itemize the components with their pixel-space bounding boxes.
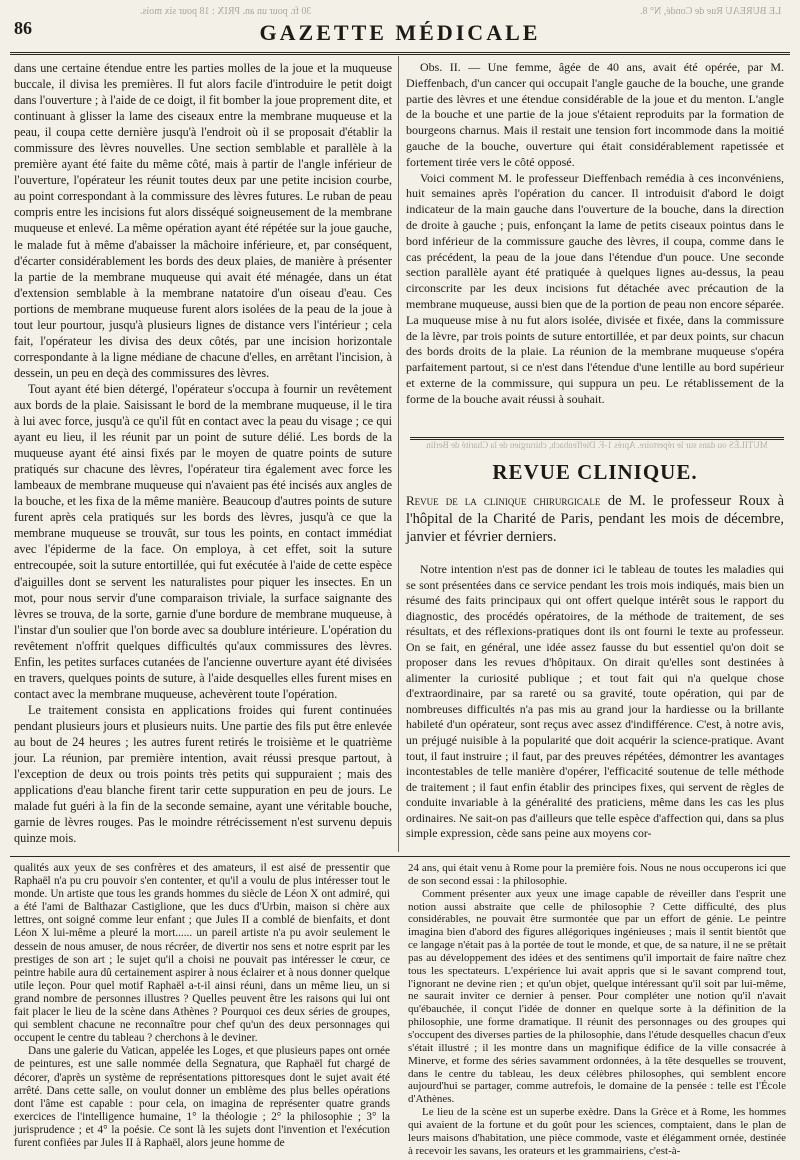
- section-subtitle-smallcaps: Revue de la clinique chirurgicale: [406, 493, 601, 508]
- right-column: [406, 60, 784, 410]
- journal-title: GAZETTE MÉDICALE: [259, 20, 541, 45]
- feuilleton-paragraph: qualités aux yeux de ses confrères et des amateurs, il est aisé de pressentir que Raphaël n'a pu cru pouvoir s'en contenter, et qu'il a voulu de plus intéresser tout le monde. Un artiste que tous les grands hommes du siècle de Léon X ont admiré, qui a été l'ami de Balthazar Castiglione, que les ducs d'Urbin, maison si chère aux lettres, ont soigné comme leur enfant ; que Jules II a comblé de bienfaits, et dont Léon X lui-même a pleuré la mort...... un pareil artiste n'a pu avoir seulement le dessein de nous amuser, de nous récréer, de divertir nos sens et notre esprit par les prestiges de son art ; le sujet qu'il a choisi ne pouvait pas intéresser le cœur, ce peintre habile aura dû certainement aspirer à nous éclairer et à nous donner quelque utile leçon. Pour quel motif Raphaël a-t-il ainsi réuni, dans un même lieu, un si grand nombre de personnes illustres ? Quelles peuvent être les raisons qui lui ont fait placer le lieu de la scène dans Athènes ? Pourquoi ces deux séries de groupes, qui semblent chacune ne reconnaître pour chef qu'un des deux personnages qui occupent le centre du tableau ? cherchons à le deviner.: [14, 862, 390, 1045]
- feuilleton-paragraph: Le lieu de la scène est un superbe exèdre. Dans la Grèce et à Rome, les hommes qui avaient de la fortune et du goût pour les sciences, comptaient, dans le plan de leurs maisons d'habitation, une pièce commode, vaste et élégamment ornée, destinée à recevoir les savans, les orateurs et les grammairiens, c'est-à-: [408, 1106, 786, 1157]
- feuilleton-paragraph: Comment présenter aux yeux une image capable de réveiller dans l'esprit une notion aussi abstraite que celle de philosophie ? Cette difficulté, des plus considérables, ne pouvait être surmontée que par un effort de génie. Le peintre imagina bien d'abord des figures allégoriques ingénieuses ; mais il sentit bientôt que ce langage n'était pas à la portée de tout le monde, et que, de sa nature, il ne se prêtait pas au développement des idées et des sentimens qu'il importait de faire naître chez tous les spectateurs. L'expérience lui avait appris que si le savant comprend tout, l'ignorant ne devine rien ; et qu'un objet, quelque intéressant qu'il soit par lui-même, ne saurait inviter ce dernier à penser. Pour compléter une notion qu'il n'avait qu'ébauchée, il conçut l'idée de donner en quelque sorte à la définition de la philosophie, une forme dramatique. Il réunit des personnages ou des groupes qui s'occupent des diverses parties de la philosophie, dans l'étude desquelles chacun d'eux s'était illustré ; il les montre dans un magnifique édifice de la ville consacrée à Minerve, et forme des séries savamment ordonnées, à la tête desquelles se trouvent, dans le centre du tableau, les deux célèbres philosophes, qui semblent encore aujourd'hui se partager, comme autrefois, le domaine de la pensée : telle est l'École d'Athènes.: [408, 887, 787, 1106]
- page-header: [0, 0, 800, 48]
- feuilleton-paragraph: Dans une galerie du Vatican, appelée les Loges, et que plusieurs papes ont ornée de peintures, est une salle nommée della Segnatura, que Raphaël fut chargé de décorer, d'après un système de représentations pittoresques dont le sujet avait été arrêté. Dans cette salle, on voulut donner un emblème des plus belles opérations dont l'âme est capable : pour cela, on imagina de représenter quatre grands exercices de l'intelligence humaine, 1° la théologie ; 2° la philosophie ; 3° la jurisprudence ; et 4° la poésie. Ce sont là les sujets dont l'invention et l'exécution furent confiées par Jules II à Raphaël, alors jeune homme de: [14, 1045, 390, 1149]
- page-number: 86: [14, 18, 32, 38]
- bleed-through-text-left: 30 fr. pour un an. PRIX : 18 pour six mois.: [140, 6, 312, 17]
- left-paragraph: Tout ayant été bien détergé, l'opérateur s'occupa à fournir un revêtement aux bords de la plaie. Saisissant le bord de la membrane muqueuse, il le tira à lui avec force, jusqu'à ce qu'il fût en contact avec la peau du visage ; ce qui ayant eu lieu, il les réunit par un point de suture délié. Les bords de la muqueuse ayant été ainsi fixés par le moyen de quatre points de suture pratiqués sur chacune des lèvres, l'opérateur tira également avec force les lambeaux de membrane muqueuse qui n'avaient pas été incisés aux angles de la bouche, et les fixa de la même manière. Beaucoup d'autres points de suture furent après cela pratiqués sur les bords des lèvres, jusqu'à ce que la membrane muqueuse se trouvât, sur tous les points, en contact immédiat avec l'épiderme de la face. On employa, à cet effet, soit la suture entrecoupée, soit la suture entortillée, qui fut exécutée à l'aide de cette espèce d'aiguilles dont se servent les naturalistes pour piquer les insectes. En un mot, pour nous servir d'une comparaison triviale, la surface saignante des lèvres se trouva, de la sorte, garnie d'une bordure de membrane muqueuse, à l'instar d'un soulier que l'on borde avec sa doublure intérieure. L'opération du revêtement n'offrit quelques difficultés qu'aux commissures des lèvres. Enfin, les petites surfaces cutanées de l'ancienne ouverture ayant été divisées en travers, quelques points de suture, à l'aide desquelles elles furent mises en contact avec la membrane muqueuse, achevèrent toute l'opération.: [14, 381, 392, 701]
- feuilleton-rule: [10, 856, 790, 857]
- right-paragraph: Voici comment M. le professeur Dieffenbach remédia à ces inconvéniens, huit semaines après l'opération du cancer. Il introduisit d'abord le doigt indicateur de la main gauche dans l'ouverture de la bouche, dans la direction de droite à gauche ; puis, enfonçant la lame de petits ciseaux pointus dans le bord inférieur de la commissure gauche des lèvres, il coupa, comme dans le cas précédent, la peau de la joue dans l'étendue d'un pouce. Une seconde section parallèle ayant été pratiquée à quelques lignes au-dessus, la peau circonscrite par les deux incisions fut détachée avec précaution de la membrane muqueuse, aussi bien que de la portion de peau non encore séparée. La muqueuse mise à nu fut alors isolée, divisée et fixée, dans la commissure de la lèvre, par trois points de suture entortillée, et par deux points, sur chacun des bords droits de la plaie. La réunion de la membrane muqueuse s'opéra parfaitement partout, si ce n'est dans l'étendue d'une lentille au bord supérieur et externe de la commissure, qui suppura un peu. Le rétablissement de la forme de la bouche avait réussi à souhait.: [406, 170, 784, 406]
- section-subtitle: [406, 492, 784, 546]
- bleed-through-text-mid: MUTILÉS ou dans sur le répertoire. Après 1-F. Dieffenbach, chirurgien de la Charité de Berlin: [426, 440, 768, 450]
- section-heading: REVUE CLINIQUE.: [492, 460, 698, 484]
- section-subtitle-rest: de M. le professeur Roux à l'hôpital de la Charité de Paris, pendant les mois de décembre, janvier et février derniers.: [406, 493, 785, 545]
- header-rule: [10, 52, 790, 55]
- left-paragraph: dans une certaine étendue entre les parties molles de la joue et la muqueuse buccale, il divisa les premières. Il fut alors facile d'introduire le petit doigt dans l'ouverture ; à l'aide de ce doigt, il fit bomber la joue proprement dite, et continuant à glisser la lame des ciseaux entre la membrane muqueuse et la peau, il coupa cette dernière jusqu'à l'endroit où il se proposait d'établir la commissure des lèvres nouvelles. Une section semblable et parallèle à la première ayant été faite du même côté, mais à partir de l'angle inférieur de l'ouverture, l'opérateur les réunit toutes deux par une petite incision courbe, au point correspondant à la commissure des lèvres futures. Le ruban de peau compris entre les incisions fut alors disséqué soigneusement de la membrane muqueuse et enlevé. La même opération ayant été répétée sur la joue gauche, le malade fut à même d'abaisser la mâchoire inférieure, et, par conséquent, d'écarter considérablement les bords des deux plaies, de manière à présenter la partie de la membrane muqueuse qui avait été ménagée, dans un état d'extension semblable à la membrane natatoire d'un oiseau d'eau. Ces portions de membrane muqueuse furent alors isolées de la peau de la joue à tout leur pourtour, jusqu'à plusieurs lignes de distance vers l'intérieur ; cela fait, l'opérateur les divisa des deux côtés, par une incision horizontale correspondante à la ligne médiane de chacune d'elles, en arrêtant l'incision, à dessein, un peu en deçà des commissures des lèvres.: [14, 61, 392, 380]
- bleed-through-text-right: LE BUREAU Rue de Condé, N° 8.: [640, 6, 782, 17]
- feuilleton-paragraph: 24 ans, qui était venu à Rome pour la première fois. Nous ne nous occuperons ici que de son second essai : la philosophie.: [408, 862, 786, 887]
- feuilleton-right-column: [408, 862, 786, 1156]
- feuilleton-left-column: [14, 862, 390, 1156]
- left-column: [14, 60, 392, 850]
- left-paragraph: Le traitement consista en applications froides qui furent continuées pendant plusieurs jours et plusieurs nuits. Une partie des fils put être enlevée au bout de 24 heures ; les autres furent retirés le troisième et le quatrième jour. La réunion, par première intention, avait réussi presque partout, à l'exception de deux ou trois points très petits qui suppuraient ; mais des applications d'eau blanche firent tarir cette suppuration en peu de jours. Le malade fut guéri à la fin de la seconde semaine, ayant une véritable bouche, garnie de lèvres rouges. Pas le moindre rétrécissement n'est survenu depuis quinze mois.: [14, 702, 392, 846]
- column-divider: [398, 56, 399, 852]
- revue-body: [406, 562, 784, 852]
- right-paragraph: Obs. II. — Une femme, âgée de 40 ans, avait été opérée, par M. Dieffenbach, d'un cancer qui occupait l'angle gauche de la bouche, une grande partie des lèvres et une étendue considérable de la joue et du menton. L'angle de la bouche et une partie de la joue s'étaient reproduits par la formation de bourgeons charnus. Mais il restait une tension fort incommode dans la moitié gauche de la bouche, ouverture qui était considérablement rapetissée et fortement tirée vers le côté opposé.: [406, 60, 784, 169]
- revue-paragraph: Notre intention n'est pas de donner ici le tableau de toutes les maladies qui se sont présentées dans ce service pendant les trois mois indiqués, mais bien un résumé des faits principaux qui ont offert quelque intérêt sous le rapport du diagnostic, des procédés opératoires, de la méthode de traitement, de ses résultats, et des réflexions-pratiques dont ils ont fourni le texte au professeur. On se fait, en général, une idée assez fausse du but essentiel qu'on doit se proposer dans les revues d'hôpitaux. On dirait qu'elles sont destinées à alimenter la curiosité publique ; et tout fait qui n'a quelque chose d'extraordinaire, par sa rareté ou sa gravité, toute opération, qui par de nombreuses difficultés n'a pas mis au grand jour la hardiesse ou la brillante habileté d'un opérateur, sont reçus avec assez d'indifférence. C'est, à notre avis, un préjugé nuisible à la popularité que doit acquérir la science-pratique. Avant tout, il faut instruire ; il faut, par des preuves répétées, démontrer les avantages incontestables de telle manière d'opérer, l'efficacité soutenue de telle méthode de traitement ; il faut enfin établir des principes fixes, qui servent de règles de conduite invariable à la généralité des praticiens, même dans les cas les plus ordinaires. Ne sait-on pas d'ailleurs que telle espèce d'affection qui, dans sa plus simple expression, cède sans peine aux moyens cor-: [406, 562, 784, 841]
